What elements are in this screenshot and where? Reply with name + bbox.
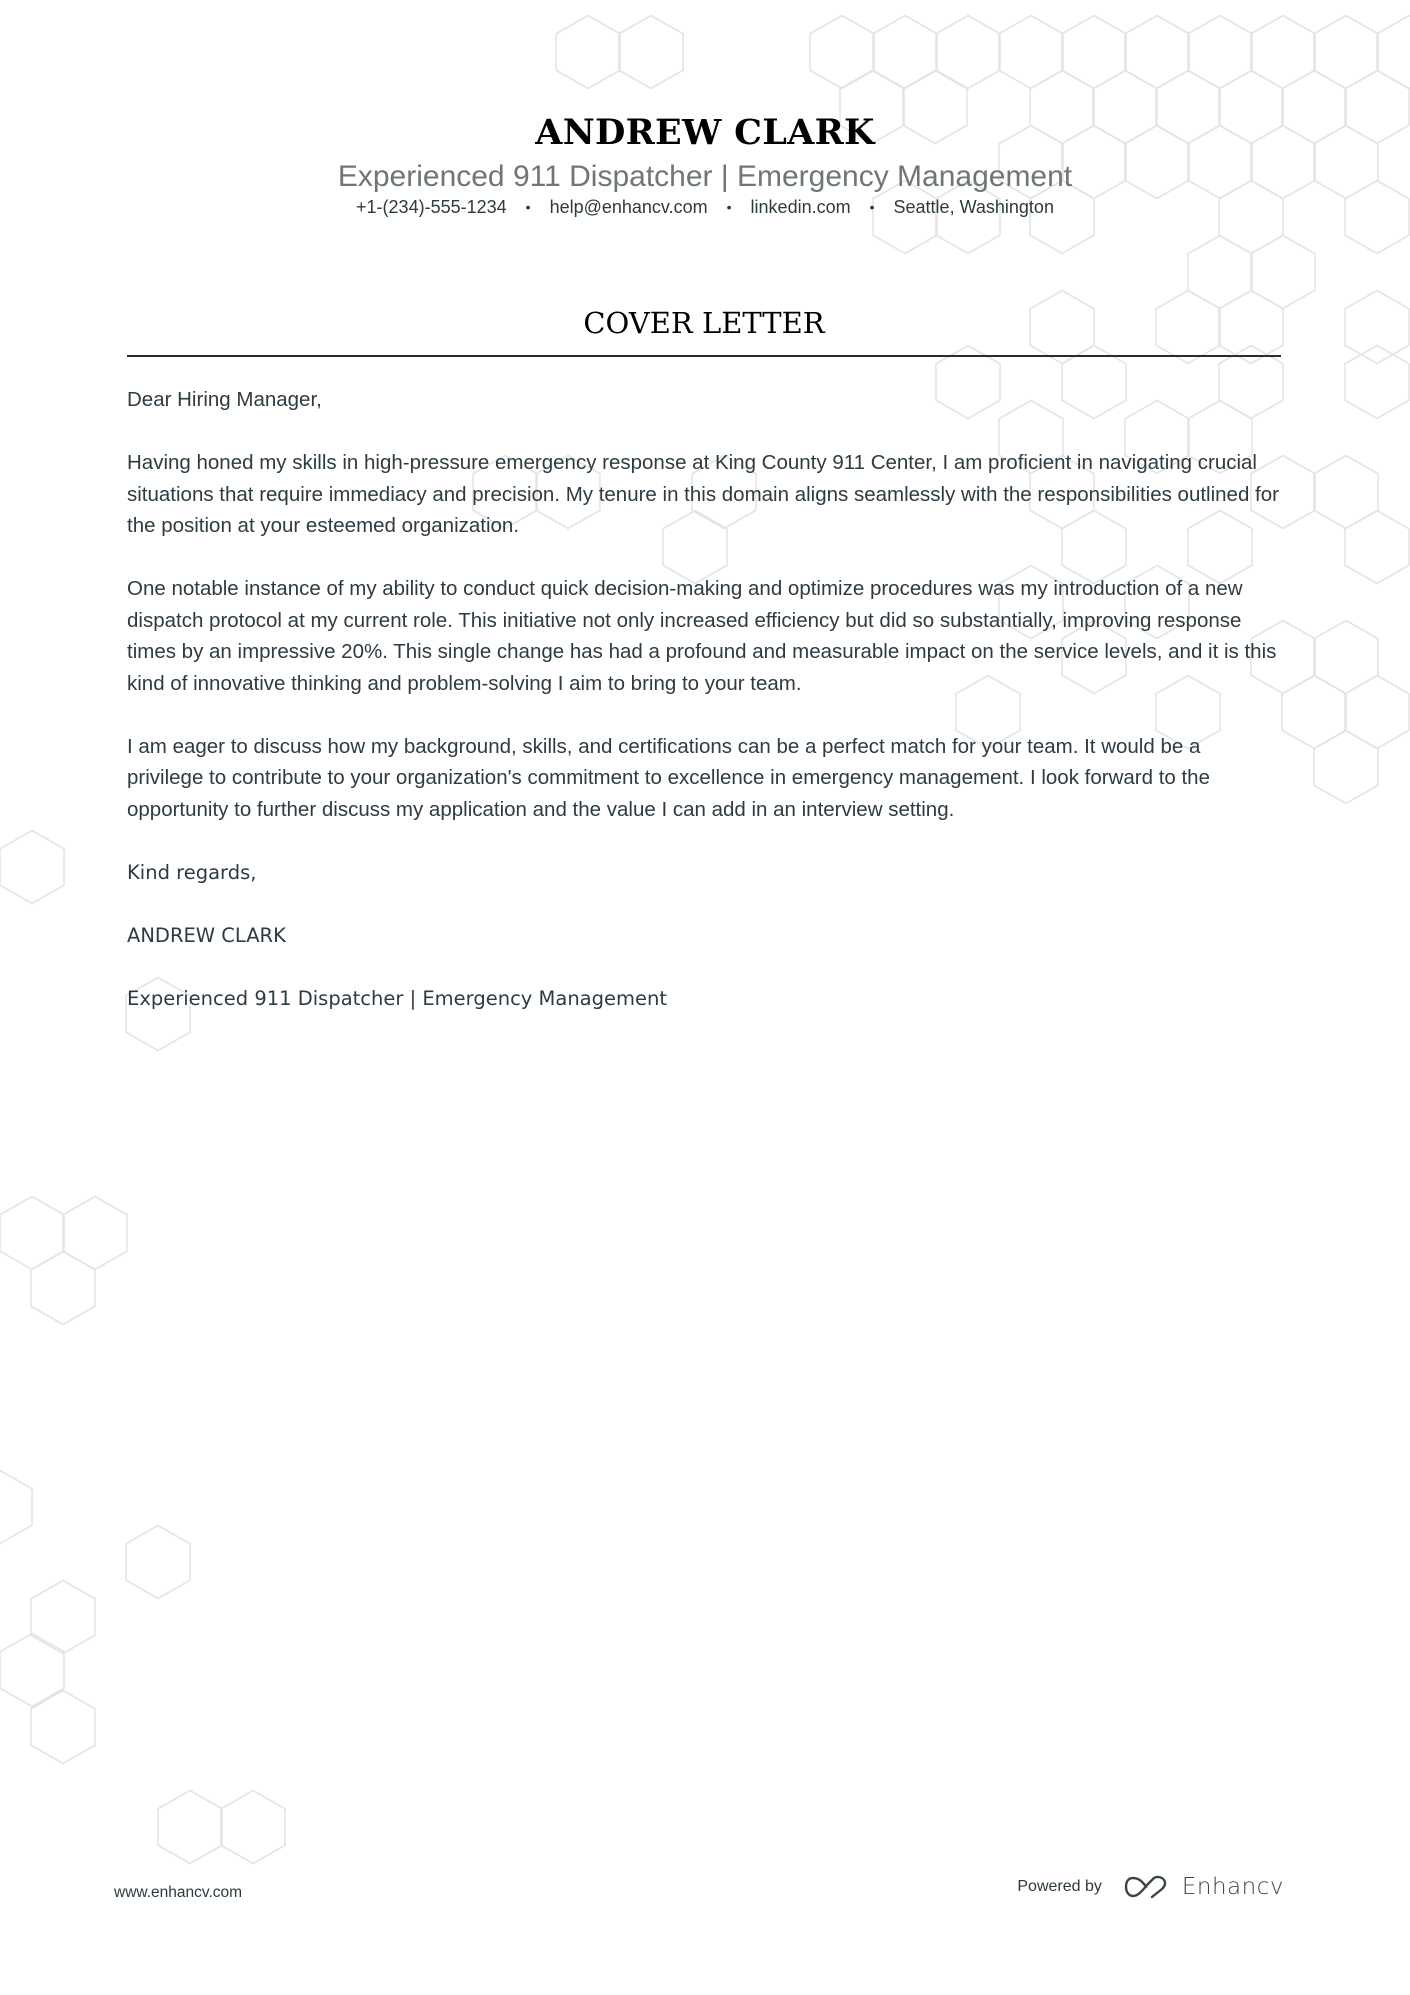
candidate-name: ANDREW CLARK: [535, 112, 875, 153]
enhancv-brand[interactable]: [1124, 1874, 1284, 1900]
bullet-separator: •: [726, 199, 732, 215]
paragraph-2: One notable instance of my ability to conduct quick decision-making and optimize procedures was my introduction of a new dispatch protocol at my current role. This initiative not only increased efficiency but did so substantially, improving response times by an impressive 20%. This single change has had a profound and measurable impact on the service levels, and it is this kind of innovative thinking and problem-solving I aim to bring to your team.: [127, 577, 1277, 695]
website-link[interactable]: www.enhancv.com: [114, 1884, 243, 1901]
closing-block: [127, 857, 1281, 1015]
paragraph-1: Having honed my skills in high-pressure emergency response at King County 911 Center, I am proficient in navigating crucial situations that require immediacy and precision. My tenure in this domain aligns seamlessly with the responsibilities outlined for the position at your esteemed organization.: [127, 451, 1279, 537]
signature-title: Experienced 911 Dispatcher | Emergency Management: [127, 986, 668, 1010]
email-link[interactable]: help@enhancv.com: [549, 197, 708, 217]
signature-name: ANDREW CLARK: [127, 923, 286, 947]
powered-by-label: Powered by: [1017, 1878, 1102, 1895]
candidate-title: Experienced 911 Dispatcher | Emergency Management: [337, 160, 1073, 193]
section-divider: [127, 355, 1281, 357]
letter-body: [127, 384, 1281, 1046]
contact-line: [0, 197, 1410, 218]
closing: Kind regards,: [127, 860, 257, 884]
greeting: Dear Hiring Manager,: [127, 388, 322, 411]
location-text: Seattle, Washington: [893, 197, 1054, 217]
bullet-separator: •: [525, 199, 531, 215]
section-heading: COVER LETTER: [583, 306, 825, 340]
brand-name: Enhancv: [1181, 1874, 1284, 1900]
paragraph-3: I am eager to discuss how my background, skills, and certifications can be a perfect match for your team. It would be a privilege to contribute to your organization's commitment to excellence in emergency management. I look forward to the opportunity to further discuss my application and the value I can add in an interview setting.: [127, 734, 1210, 821]
linkedin-link[interactable]: linkedin.com: [750, 197, 851, 217]
bullet-separator: •: [869, 199, 875, 215]
phone-text: +1-(234)-555-1234: [356, 197, 507, 217]
powered-by-badge[interactable]: [1017, 1874, 1284, 1900]
enhancv-logo-icon: [1124, 1875, 1170, 1899]
